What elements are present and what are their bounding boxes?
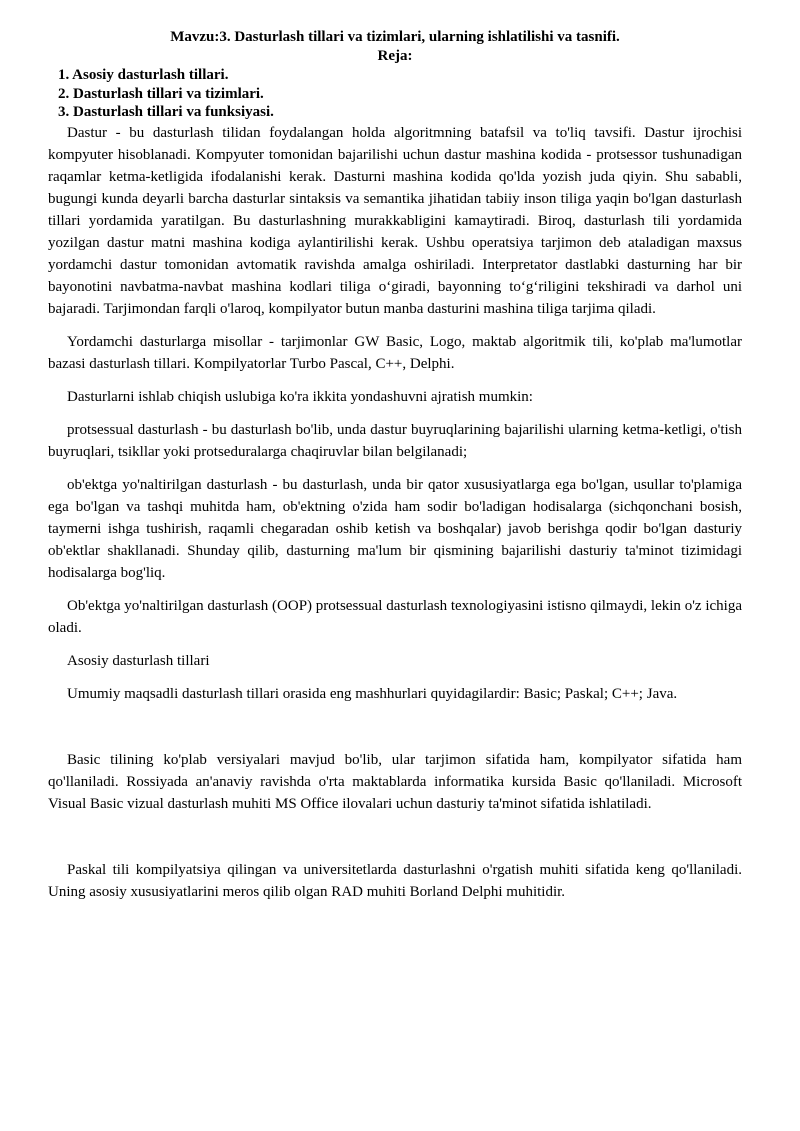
paragraph-examples: Yordamchi dasturlarga misollar - tarjimonlar GW Basic, Logo, maktab algoritmik tili, ko'plab ma'lumotlar bazasi dasturlash tillari. Kompilyatorlar Turbo Pascal, C++, Delphi. xyxy=(48,333,742,372)
plan-list xyxy=(48,66,742,122)
document-title: Mavzu:3. Dasturlash tillari va tizimlari, ularning ishlatilishi va tasnifi. xyxy=(170,29,620,45)
paragraph-object-oriented: ob'ektga yo'naltirilgan dasturlash - bu dasturlash, unda bir qator xususiyatlarga ega bo'lgan, usullar to'plamiga ega bo'lgan va tashqi muhitda ham, ob'ektning o'zida ham sodir bo'ladigan hodisalarga (sichqonchani bosish, taymerni ishga tushirish, raqamli chegaradan oshib ketish va boshqalar) javob berishga qodir bo'lgan dasturiy ob'ektlar shakllanadi. Shunday qilib, dasturning ma'lum bir qismining bajarilishi dasturiy ta'minot tizimidagi hodisalarga bog'liq. xyxy=(48,476,742,581)
paragraph-approaches: Dasturlarni ishlab chiqish uslubiga ko'ra ikkita yondashuvni ajratish mumkin: xyxy=(67,388,533,405)
plan-item: 2. Dasturlash tillari va tizimlari. xyxy=(58,85,264,102)
plan-heading: Reja: xyxy=(377,48,413,64)
paragraph-program-definition: Dastur - bu dasturlash tilidan foydalangan holda algoritmning batafsil va to'liq tavsifi. Dastur ijrochisi kompyuter hisoblanadi. Kompyuter tomonidan bajarilishi uchun dastur mashina kodida - protsessor tushunadigan raqamlar ketma-ketligida ifodalanishi kerak. Dasturni mashina kodida qo'lda yozish juda qiyin. Shu sababli, bugungi kunda deyarli barcha dasturlar sintaksis va semantika jihatidan tabiiy inson tiliga yaqin bo'lgan dasturlash tillari yordamida yaratilgan. Bu dasturlashning murakkabligini kamaytiradi. Biroq, dasturlash tili yordamida yozilgan dastur matni mashina kodiga aylantirilishi kerak. Ushbu operatsiya tarjimon deb ataladigan maxsus yordamchi dastur tomonidan avtomatik ravishda amalga oshiriladi. Interpretator dastlabki dasturning har bir bayonotini navbatma-navbat mashina kodlari tiliga o‘giradi, bayonning to‘g‘riligini tekshiradi va darhol uni bajaradi. Tarjimondan farqli o'laroq, kompilyator butun manba dasturini mashina tiliga tarjima qiladi. xyxy=(48,124,742,317)
paragraph-oop: Ob'ektga yo'naltirilgan dasturlash (OOP) protsessual dasturlash texnologiyasini istisno qilmaydi, lekin o'z ichiga oladi. xyxy=(48,597,742,636)
paragraph-basic: Basic tilining ko'plab versiyalari mavjud bo'lib, ular tarjimon sifatida ham, kompilyator sifatida ham qo'llaniladi. Rossiyada an'anaviy ravishda o'rta maktablarda informatika kursida Basic qo'llaniladi. Microsoft Visual Basic vizual dasturlash muhiti MS Office ilovalari uchun dasturiy ta'minot sifatida ishlatiladi. xyxy=(48,751,742,812)
paragraph-procedural: protsessual dasturlash - bu dasturlash bo'lib, unda dastur buyruqlarining bajarilishi ularning ketma-ketligi, o'tish buyruqlari, tsikllar yoki protseduralarga chaqiruvlar bilan belgilanadi; xyxy=(48,421,742,460)
plan-item: 3. Dasturlash tillari va funksiyasi. xyxy=(58,104,274,120)
paragraph-general-purpose: Umumiy maqsadli dasturlash tillari orasida eng mashhurlari quyidagilardir: Basic; Paskal; C++; Java. xyxy=(67,685,678,702)
document-page xyxy=(48,28,742,914)
paragraph-pascal: Paskal tili kompilyatsiya qilingan va universitetlarda dasturlashni o'rgatish muhiti sifatida keng qo'llaniladi. Uning asosiy xususiyatlarini meros qilib olgan RAD muhiti Borland Delphi muhitidir. xyxy=(48,861,742,900)
plan-item: 1. Asosiy dasturlash tillari. xyxy=(58,67,229,83)
section-heading-main-languages: Asosiy dasturlash tillari xyxy=(67,652,210,669)
